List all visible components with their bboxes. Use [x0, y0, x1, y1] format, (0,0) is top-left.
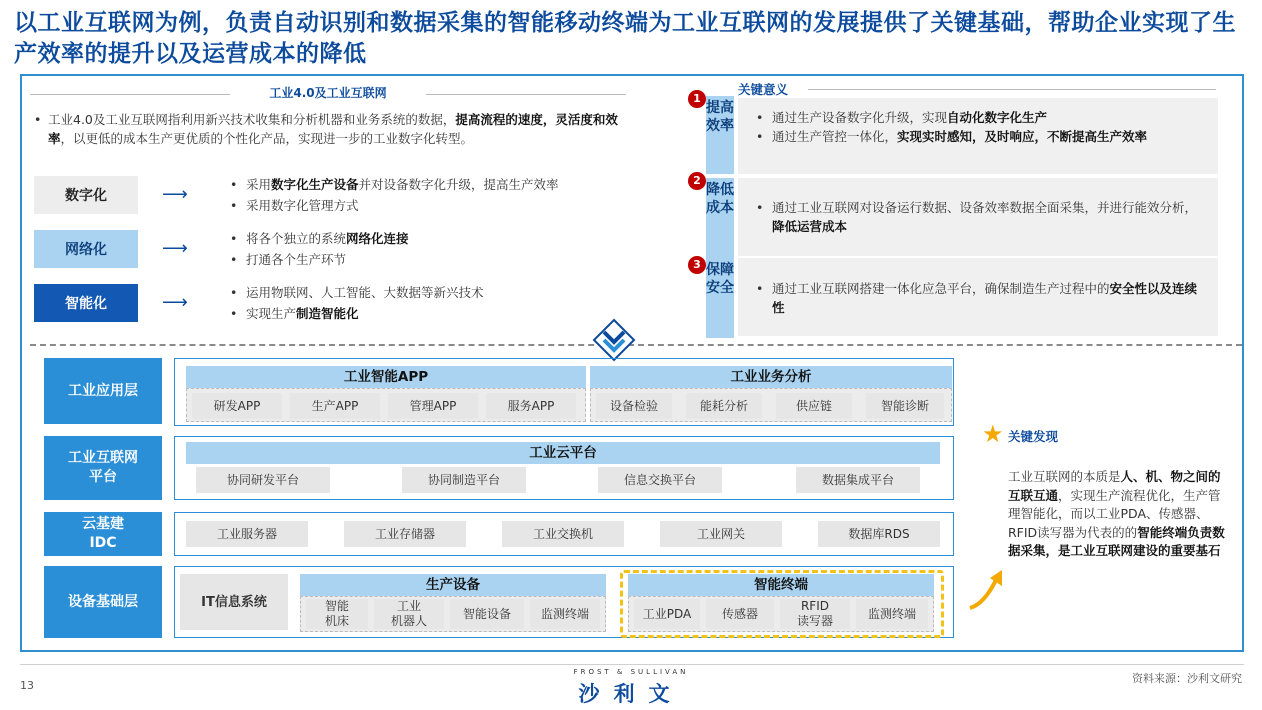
- key-findings-heading: 关键发现: [1008, 429, 1059, 444]
- layer-application: 工业应用层: [44, 358, 162, 424]
- double-chevron-down-icon: [592, 318, 636, 362]
- app-item: 生产APP: [290, 393, 380, 419]
- trend-digitalization: 数字化: [34, 176, 138, 214]
- platform-item: 协同研发平台: [196, 467, 330, 493]
- group-header-smart-terminal: 智能终端: [628, 574, 934, 596]
- right-arrow-icon: ⟶: [162, 238, 188, 259]
- brand-english: FROST & SULLIVAN: [573, 668, 689, 676]
- platform-item: 协同制造平台: [402, 467, 526, 493]
- app-item: 服务APP: [486, 393, 576, 419]
- idc-item: 工业网关: [660, 521, 782, 547]
- panel-cost: • 通过工业互联网对设备运行数据、设备效率数据全面采集，并进行能效分析，降低运营成本: [738, 178, 1218, 256]
- layer-device: 设备基础层: [44, 566, 162, 638]
- idc-item: 工业存储器: [344, 521, 466, 547]
- app-item: 研发APP: [192, 393, 282, 419]
- it-system: IT信息系统: [180, 574, 288, 630]
- right-arrow-icon: ⟶: [162, 292, 188, 313]
- divider: [808, 89, 1216, 90]
- trend-intelligence: 智能化: [34, 284, 138, 322]
- trend-digitalization-list: • 采用数字化生产设备并对设备数字化升级，提高生产效率 • 采用数字化管理方式: [230, 174, 630, 216]
- group-header-cloud-platform: 工业云平台: [186, 442, 940, 464]
- group-header-smart-app: 工业智能APP: [186, 366, 586, 388]
- dashed-divider: [30, 344, 1242, 346]
- brand-logo: 沙利文: [578, 682, 684, 706]
- platform-item: 数据集成平台: [796, 467, 920, 493]
- panel-safety: • 通过工业互联网搭建一体化应急平台，确保制造生产过程中的安全性以及连续性: [738, 258, 1218, 336]
- number-badge: 3: [688, 256, 706, 274]
- terminal-item: 工业PDA: [634, 599, 700, 629]
- terminal-item: RFID 读写器: [780, 599, 850, 629]
- group-header-business-analysis: 工业业务分析: [590, 366, 952, 388]
- key-findings-text: 工业互联网的本质是人、机、物之间的互联互通，实现生产流程优化，生产管理智能化，而以工业PDA、传感器、RFID读写器为代表的的智能终端负责数据采集，是工业互联网建设的重要基石: [1008, 469, 1225, 558]
- label-safety: 保障安全: [706, 258, 734, 338]
- device-item: 智能设备: [450, 599, 524, 629]
- terminal-item: 传感器: [706, 599, 774, 629]
- star-icon: ★: [982, 420, 1004, 448]
- analysis-item: 设备检验: [596, 393, 672, 419]
- group-header-production-equipment: 生产设备: [300, 574, 606, 596]
- idc-item: 数据库RDS: [818, 521, 940, 547]
- trend-networking: 网络化: [34, 230, 138, 268]
- device-item: 监测终端: [530, 599, 600, 629]
- analysis-item: 供应链: [776, 393, 852, 419]
- source-note: 资料来源：沙利文研究: [1132, 672, 1242, 685]
- highlight-smart-terminal: [620, 570, 944, 638]
- intro-text: • 工业4.0及工业互联网指利用新兴技术收集和分析机器和业务系统的数据，提高流程的速度，灵活度和效率，以更低的成本生产更优质的个性化产品，实现进一步的工业数字化转型。: [34, 110, 622, 148]
- page-number: 13: [20, 679, 34, 692]
- page-title: 以工业互联网为例，负责自动识别和数据采集的智能移动终端为工业互联网的发展提供了关键基础，帮助企业实现了生产效率的提升以及运营成本的降低: [14, 10, 1236, 67]
- idc-item: 工业交换机: [502, 521, 624, 547]
- layer-platform: 工业互联网 平台: [44, 436, 162, 500]
- layer-idc: 云基建 IDC: [44, 512, 162, 556]
- number-badge: 2: [688, 172, 706, 190]
- analysis-item: 智能诊断: [866, 393, 944, 419]
- analysis-item: 能耗分析: [686, 393, 762, 419]
- label-efficiency: 提高效率: [706, 96, 734, 174]
- platform-item: 信息交换平台: [598, 467, 722, 493]
- footer-divider: [20, 664, 1244, 665]
- label-cost: 降低成本: [706, 178, 734, 258]
- curved-arrow-icon: [962, 564, 1012, 614]
- panel-efficiency: • 通过生产设备数字化升级，实现自动化数字化生产 • 通过生产管控一体化，实现实时感知，及时响应，不断提高生产效率: [738, 98, 1218, 174]
- device-item: 智能 机床: [306, 599, 368, 629]
- trend-networking-list: • 将各个独立的系统网络化连接 • 打通各个生产环节: [230, 228, 630, 270]
- right-arrow-icon: ⟶: [162, 184, 188, 205]
- terminal-item: 监测终端: [856, 599, 928, 629]
- section-heading-industry40: 工业4.0及工业互联网: [30, 84, 626, 104]
- idc-item: 工业服务器: [186, 521, 308, 547]
- key-significance-heading: 关键意义: [738, 82, 789, 97]
- device-item: 工业 机器人: [374, 599, 444, 629]
- number-badge: 1: [688, 90, 706, 108]
- trend-intelligence-list: • 运用物联网、人工智能、大数据等新兴技术 • 实现生产制造智能化: [230, 282, 630, 324]
- app-item: 管理APP: [388, 393, 478, 419]
